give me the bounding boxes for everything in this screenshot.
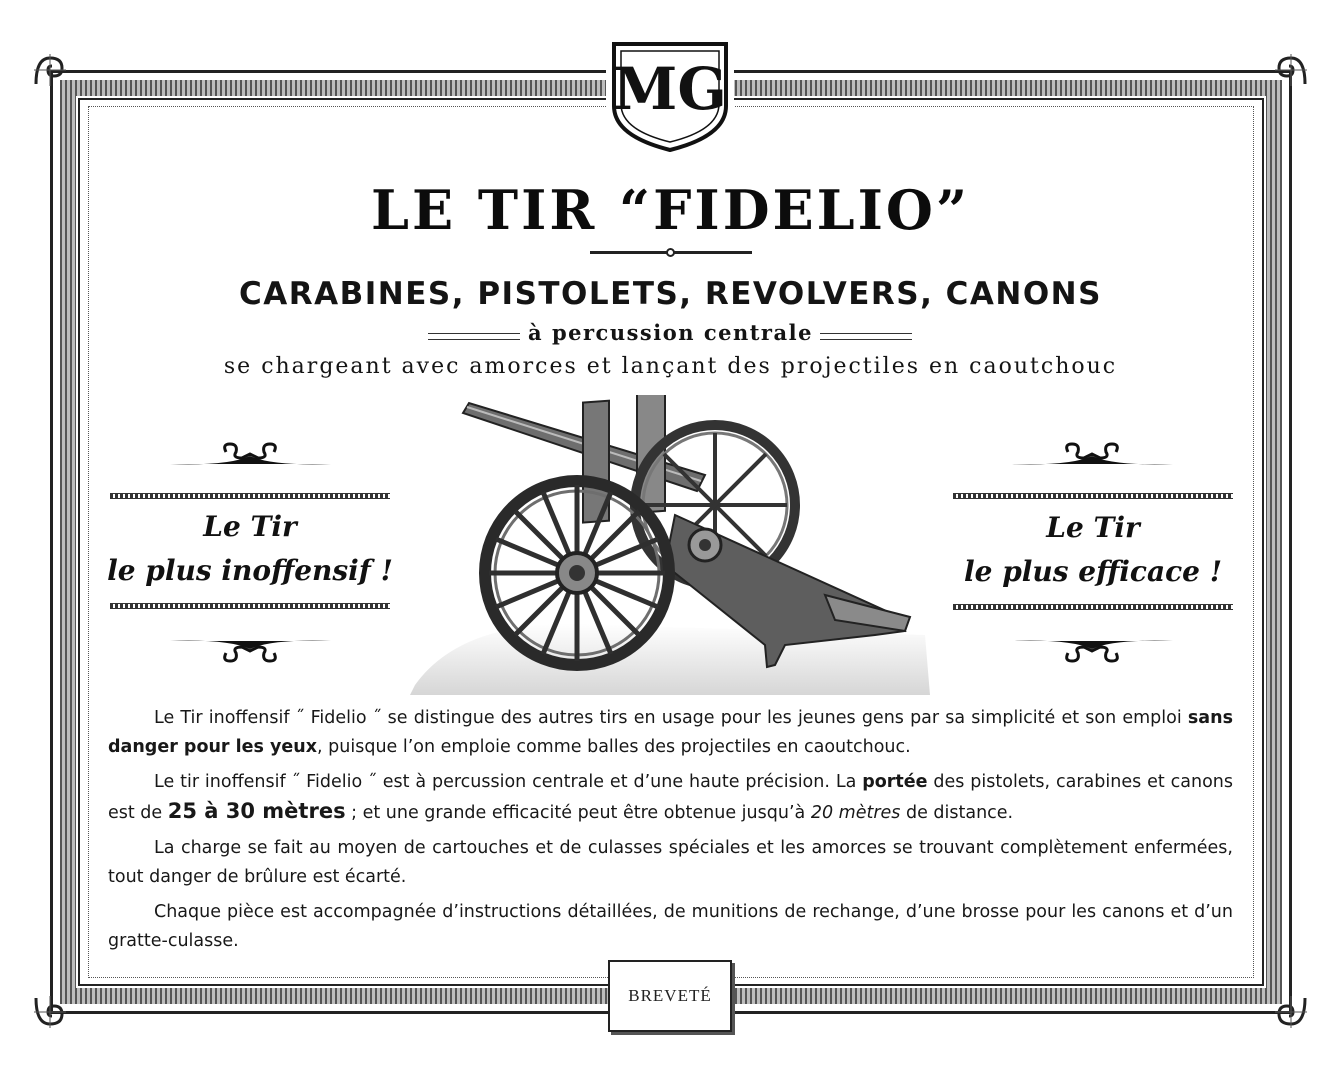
left-bottom-chain-rule — [110, 603, 390, 609]
paragraph-1-text-c: , puisque l’on emploie comme balles des projectiles en caoutchouc. — [317, 737, 911, 757]
corner-scroll-ornament-bottom-right — [1271, 992, 1311, 1032]
product-list-heading: CARABINES, PISTOLETS, REVOLVERS, CANONS — [239, 276, 1102, 312]
left-top-scroll-ornament — [168, 440, 333, 470]
percussion-subheading: à percussion centrale — [528, 320, 813, 345]
right-bottom-scroll-ornament — [1010, 635, 1175, 665]
left-panel-line1: Le Tir — [203, 510, 297, 543]
paragraph-3: La charge se fait au moyen de cartouches et de culasses spéciales et les amorces se trouvant complètement enfermées, tout danger de brûlure est écarté. — [108, 838, 1233, 887]
paragraph-2-text-e: ; et une grande efficacité peut être obtenue jusqu’à — [345, 803, 811, 823]
corner-scroll-ornament-bottom-left — [30, 992, 70, 1032]
left-bottom-scroll-ornament — [168, 635, 333, 665]
page-title: LE TIR “FIDELIO” — [370, 178, 971, 242]
paragraph-2-text-g: de distance. — [900, 803, 1014, 823]
paragraph-2-emphasis-distance: 20 mètres — [810, 803, 901, 823]
paragraph-2-text-a: Le tir inoffensif ˝ Fidelio ˝ est à percussion centrale et d’une haute précision. La — [154, 772, 863, 792]
paragraph-2-text-c: des pistolets, carabines et canons est de — [108, 772, 1233, 823]
paragraph-2-emphasis-range: 25 à 30 mètres — [167, 799, 346, 823]
patent-label-text: BREVETÉ — [628, 986, 712, 1005]
paragraph-1-emphasis: sans danger pour les yeux — [108, 708, 1233, 757]
patent-label — [608, 960, 732, 1032]
percussion-rule-right — [820, 333, 912, 340]
corner-scroll-ornament-top-right — [1271, 50, 1311, 90]
right-panel-line1: Le Tir — [1046, 511, 1140, 544]
logo-monogram: MG — [613, 55, 727, 123]
loading-description: se chargeant avec amorces et lançant des projectiles en caoutchouc — [223, 354, 1118, 379]
brand-logo-shield — [606, 36, 734, 154]
field-cannon-illustration — [405, 395, 935, 700]
corner-scroll-ornament-top-left — [30, 50, 70, 90]
right-panel-line2: le plus efficace ! — [964, 555, 1222, 588]
body-text-block — [108, 704, 1233, 962]
paragraph-2-emphasis-range-word: portée — [862, 772, 928, 792]
paragraph-2 — [108, 768, 1233, 828]
right-top-scroll-ornament — [1010, 440, 1175, 470]
title-underline-dot — [666, 248, 675, 257]
left-panel-line2: le plus inoffensif ! — [107, 554, 393, 587]
right-top-chain-rule — [953, 493, 1233, 499]
right-bottom-chain-rule — [953, 604, 1233, 610]
paragraph-4: Chaque pièce est accompagnée d’instructions détaillées, de munitions de rechange, d’une brosse pour les canons et d’un gratte-culasse. — [108, 902, 1233, 951]
left-top-chain-rule — [110, 493, 390, 499]
paragraph-1-text-a: Le Tir inoffensif ˝ Fidelio ˝ se distingue des autres tirs en usage pour les jeunes gens par sa simplicité et son emploi — [154, 708, 1188, 728]
paragraph-1 — [108, 704, 1233, 762]
